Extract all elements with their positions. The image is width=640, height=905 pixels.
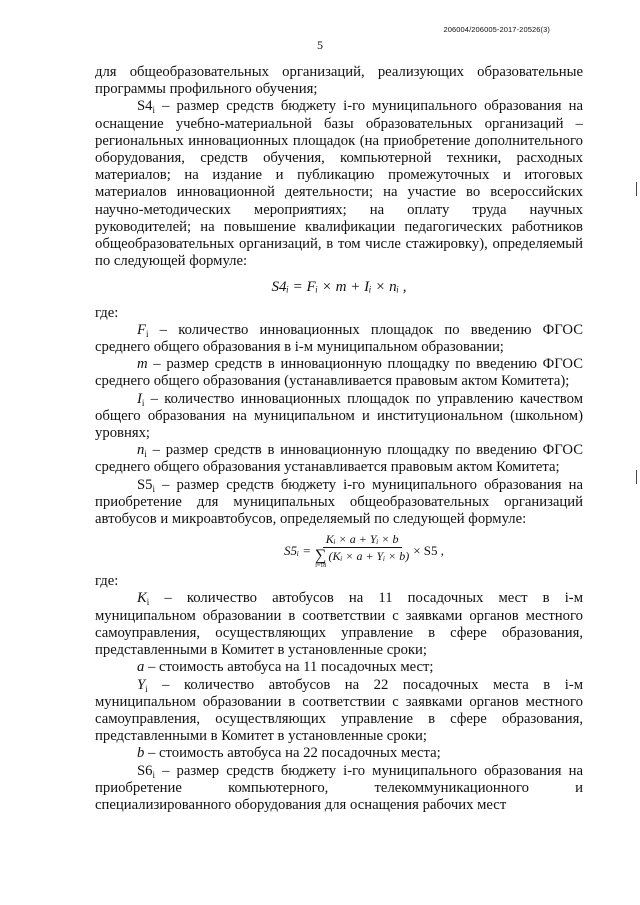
sum-symbol: ∑ i=18: [315, 547, 327, 570]
where-label: где:: [95, 573, 119, 590]
formula-rhs: × S5 ,: [413, 543, 445, 559]
formula-s4: S4ᵢ = Fᵢ × m + Iᵢ × nᵢ ,: [271, 279, 407, 296]
where-label: где:: [95, 304, 119, 321]
paragraph-s6: $S6_i$ – размер средств бюджету i-го муниципального образования на приобретение компьютерного, телекоммуникационного и специализированного оборудования для оснащения рабочих мест: [95, 762, 583, 813]
margin-mark: [636, 182, 637, 196]
paragraph: для общеобразовательных организаций, реализующих образовательные программы профильного обучения;: [95, 64, 583, 98]
numerator: Kᵢ × a + Yᵢ × b: [323, 532, 402, 548]
paragraph-s5: $S5_i$ – размер средств бюджету i-го муниципального образования на приобретение для муниципальных общеобразовательных организаций автобусов и микроавтобусов, определяемый по следующей формуле:: [95, 476, 583, 528]
definition-m: m – размер средств в инновационную площадку по введению ФГОС среднего общего образования (устанавливается правовым актом Комитета);: [95, 356, 583, 390]
formula-lhs: S5ᵢ =: [283, 543, 312, 559]
margin-mark: [636, 470, 637, 484]
definition-i: $I_i$ – количество инновационных площадок по управлению качеством общего образования на муниципальном и институциональном (школьном) уровнях;: [95, 390, 583, 442]
definition-f: $F_i$ – количество инновационных площадок по введению ФГОС среднего общего образования в i-м муниципальном образовании;: [95, 321, 583, 356]
definition-n: $n_i$ – размер средств в инновационную площадку по введению ФГОС среднего общего образования устанавливается правовым актом Комитета;: [95, 442, 583, 476]
document-id: 206004/206005-2017-20526(3): [443, 25, 550, 34]
page-number: 5: [317, 38, 323, 52]
definition-a: a – стоимость автобуса на 11 посадочных мест;: [137, 659, 434, 676]
definition-b: b – стоимость автобуса на 22 посадочных места;: [137, 745, 441, 762]
formula-s5: [145, 532, 583, 569]
denominator: ∑ i=18 (Kᵢ × a + Yᵢ × b): [315, 547, 410, 570]
paragraph-s4: $S4_i$ – размер средств бюджету i-го муниципального образования на оснащение учебно-материальной базы образовательных организаций – региональных инновационных площадок (на приобретение дополнительного оборудования, средств обучения, компьютерной техники, расходных материалов; на издание и публикацию промежуточных и итоговых материалов инновационной деятельности; на участие во всероссийских научно-методических мероприятиях; на оплату труда научных руководителей; на повышение квалификации педагогических работников общеобразовательных организаций, в том числе стажировку), определяемый по следующей формуле:: [95, 98, 583, 270]
definition-y: $Y_i$ – количество автобусов на 22 посадочных места в i-м муниципальном образовании в соответствии с заявками органов местного самоуправления, осуществляющих управление в сфере образования, представленными в Комитет в установленные сроки;: [95, 676, 583, 745]
fraction: [315, 532, 409, 569]
definition-k: $K_i$ – количество автобусов на 11 посадочных мест в i-м муниципальном образовании в соответствии с заявками органов местного самоуправления, осуществляющих управление в сфере образования, представленными в Комитет в установленные сроки;: [95, 590, 583, 659]
document-body: [95, 64, 583, 814]
